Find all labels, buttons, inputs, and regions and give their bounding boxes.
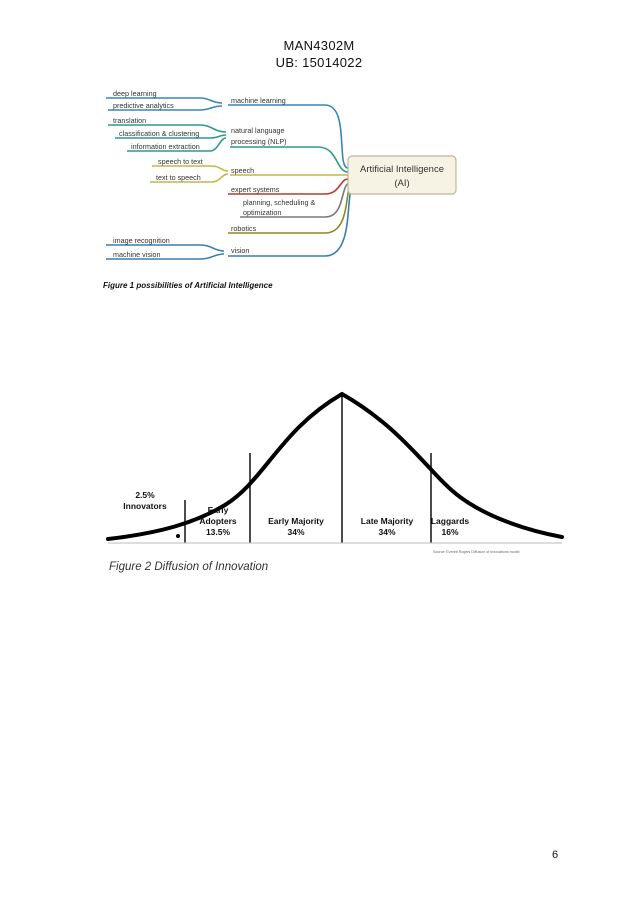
- segment-early-adopters-pct: 13.5%: [205, 527, 231, 537]
- branch-nlp-line2: processing (NLP): [231, 137, 287, 146]
- branch-machine-learning: machine learning: [231, 96, 286, 105]
- leaf-speech-to-text: speech to text: [158, 157, 203, 166]
- segment-late-majority-pct: 34%: [378, 527, 396, 537]
- leaf-deep-learning: deep learning: [113, 89, 157, 98]
- segment-innovators-label: Innovators: [123, 501, 167, 511]
- edge-speech-to-text: [152, 166, 228, 171]
- leaf-translation: translation: [113, 116, 147, 125]
- figure2-source: Source: Everett Rogers Diffusion of Innovations model: [433, 550, 520, 554]
- segment-laggards-label: Laggards: [430, 516, 470, 526]
- segment-early-adopters-l1: Early: [207, 505, 229, 515]
- leaf-information-extraction: information extraction: [131, 142, 200, 151]
- segment-laggards-pct: 16%: [441, 527, 459, 537]
- segment-early-majority-pct: 34%: [287, 527, 305, 537]
- leaf-machine-vision: machine vision: [113, 250, 161, 259]
- innovators-point: [176, 534, 180, 538]
- branch-speech: speech: [231, 166, 255, 175]
- segment-early-majority-label: Early Majority: [268, 516, 324, 526]
- branch-expert-systems: expert systems: [231, 185, 280, 194]
- ai-hub-title: Artificial Intelligence: [360, 164, 444, 175]
- figure1-ai-mindmap: [100, 86, 460, 276]
- branch-vision: vision: [231, 246, 250, 255]
- figure2-caption: Figure 2 Diffusion of Innovation: [109, 561, 269, 573]
- segment-innovators-pct: 2.5%: [135, 490, 155, 500]
- leaf-predictive-analytics: predictive analytics: [113, 101, 174, 110]
- header-course-code: MAN4302M: [283, 38, 355, 53]
- leaf-text-to-speech: text to speech: [156, 173, 201, 182]
- leaf-classification: classification & clustering: [119, 129, 200, 138]
- figure1-caption: Figure 1 possibilities of Artificial Intelligence: [103, 281, 273, 290]
- bell-curve: [108, 394, 562, 539]
- ai-hub-abbr: (AI): [394, 178, 410, 189]
- branch-nlp-line1: natural language: [231, 126, 285, 135]
- segment-late-majority-label: Late Majority: [360, 516, 414, 526]
- branch-robotics: robotics: [231, 224, 257, 233]
- segment-early-adopters-l2: Adopters: [199, 516, 237, 526]
- branch-planning-line1: planning, scheduling &: [243, 198, 316, 207]
- figure2-diffusion-curve: [100, 385, 570, 560]
- branch-planning-line2: optimization: [243, 208, 282, 217]
- header-student-id: UB: 15014022: [275, 55, 363, 70]
- page-number: 6: [552, 849, 559, 861]
- leaf-image-recognition: image recognition: [113, 236, 170, 245]
